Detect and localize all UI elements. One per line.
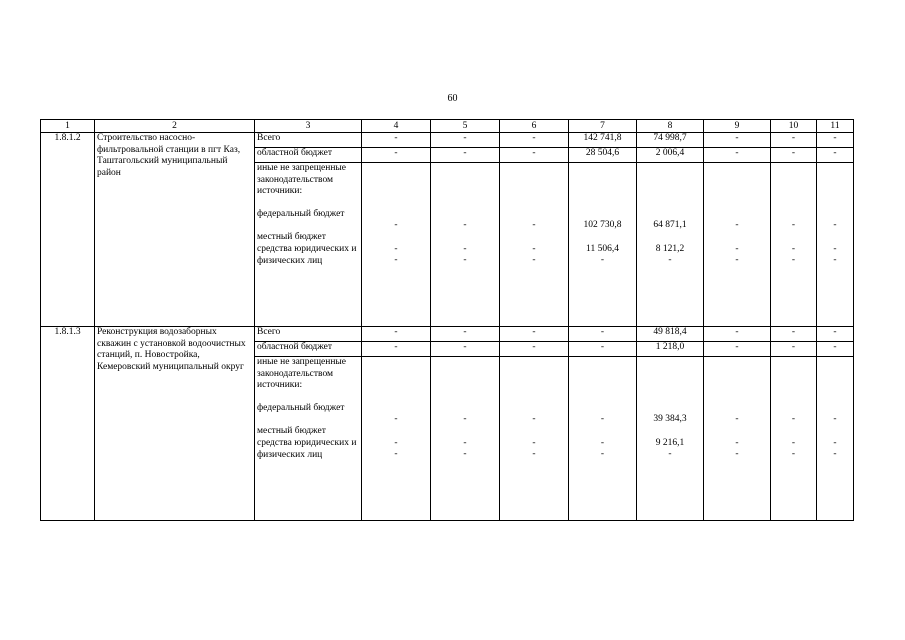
local-value: - [463, 243, 467, 254]
source-label: областной бюджет [255, 148, 362, 163]
value-cell: - [362, 327, 431, 342]
legal-value: - [463, 449, 467, 459]
value-cell-group [817, 163, 854, 327]
value-cell-group [362, 357, 431, 521]
value-cell: - [771, 133, 817, 148]
value-cell-group [637, 357, 704, 521]
value-cell-group [817, 357, 854, 521]
item-name: Строительство насосно-фильтровальной станции в пгт Каз, Таштагольский муниципальный район [95, 133, 255, 327]
column-header: 9 [704, 120, 771, 133]
local-label: местный бюджет [257, 426, 326, 436]
legal-value: - [668, 255, 672, 265]
source-label: областной бюджет [255, 342, 362, 357]
value-cell: 142 741,8 [569, 133, 637, 148]
value-cell: - [569, 327, 637, 342]
legal-value: - [791, 255, 796, 265]
local-value: - [791, 437, 796, 448]
value-cell: - [431, 148, 500, 163]
other-sources-cell [255, 163, 362, 327]
other-sources-label: иные не запрещенные законодательством источники: [257, 163, 347, 196]
local-value: - [463, 437, 467, 448]
value-cell: 74 998,7 [637, 133, 704, 148]
local-value: - [833, 243, 837, 254]
value-cell: 28 504,6 [569, 148, 637, 163]
value-cell: - [500, 133, 569, 148]
value-cell: - [362, 148, 431, 163]
value-cell-group [569, 163, 637, 327]
local-value: - [735, 437, 739, 448]
column-header: 2 [95, 120, 255, 133]
local-value: 9 216,1 [655, 437, 685, 448]
legal-label: средства юридических и физических лиц [257, 244, 357, 266]
local-value: - [394, 437, 398, 448]
column-header: 7 [569, 120, 637, 133]
value-cell: - [704, 342, 771, 357]
local-value: - [532, 243, 536, 254]
value-cell: - [431, 327, 500, 342]
federal-value: - [833, 414, 837, 424]
value-cell: - [771, 342, 817, 357]
column-header: 5 [431, 120, 500, 133]
legal-value: - [463, 255, 467, 265]
page-number: 60 [447, 93, 458, 104]
value-cell: - [704, 327, 771, 342]
federal-label: федеральный бюджет [257, 403, 345, 413]
federal-value: - [394, 220, 398, 230]
value-cell: - [704, 148, 771, 163]
local-value: - [735, 243, 739, 254]
table-header-row [41, 120, 854, 133]
source-label: Всего [255, 327, 362, 342]
local-value: 8 121,2 [655, 243, 685, 254]
column-header: 10 [771, 120, 817, 133]
federal-value: 39 384,3 [653, 414, 687, 424]
legal-value: - [600, 255, 605, 265]
federal-value: - [600, 414, 605, 424]
value-cell: - [500, 342, 569, 357]
value-cell-group [771, 357, 817, 521]
value-cell: - [817, 148, 854, 163]
value-cell: - [771, 327, 817, 342]
legal-value: - [735, 449, 739, 459]
value-cell: - [431, 133, 500, 148]
legal-value: - [668, 449, 672, 459]
item-name: Реконструкция водозаборных скважин с установкой водоочистных станций, п. Новостройка, Кемеровский муниципальный округ [95, 327, 255, 521]
other-sources-label: иные не запрещенные законодательством источники: [257, 357, 347, 390]
legal-value: - [532, 449, 536, 459]
value-cell: - [500, 327, 569, 342]
federal-value: - [463, 414, 467, 424]
value-cell-group [771, 163, 817, 327]
legal-value: - [394, 449, 398, 459]
federal-value: - [791, 414, 796, 424]
federal-value: - [463, 220, 467, 230]
federal-value: 64 871,1 [653, 220, 687, 230]
value-cell: - [431, 342, 500, 357]
federal-label: федеральный бюджет [257, 209, 345, 219]
value-cell: - [817, 327, 854, 342]
item-code: 1.8.1.2 [41, 133, 95, 327]
value-cell: - [771, 148, 817, 163]
federal-value: - [735, 220, 739, 230]
legal-value: - [532, 255, 536, 265]
column-header: 8 [637, 120, 704, 133]
legal-value: - [791, 449, 796, 459]
value-cell: - [817, 133, 854, 148]
value-cell-group [569, 357, 637, 521]
federal-value: - [532, 220, 536, 230]
value-cell: - [569, 342, 637, 357]
table-row [41, 327, 854, 342]
value-cell-group [500, 163, 569, 327]
column-header: 4 [362, 120, 431, 133]
legal-value: - [833, 255, 837, 265]
local-label: местный бюджет [257, 232, 326, 242]
value-cell-group [431, 163, 500, 327]
legal-value: - [735, 255, 739, 265]
value-cell: - [817, 342, 854, 357]
column-header: 1 [41, 120, 95, 133]
federal-value: - [833, 220, 837, 230]
value-cell-group [704, 357, 771, 521]
value-cell-group [362, 163, 431, 327]
local-value: - [833, 437, 837, 448]
legal-value: - [394, 255, 398, 265]
value-cell: 1 218,0 [637, 342, 704, 357]
item-code: 1.8.1.3 [41, 327, 95, 521]
table-row [41, 133, 854, 148]
column-header: 11 [817, 120, 854, 133]
other-sources-cell [255, 357, 362, 521]
local-value: - [532, 437, 536, 448]
column-header: 3 [255, 120, 362, 133]
value-cell: - [704, 133, 771, 148]
value-cell-group [431, 357, 500, 521]
federal-value: - [532, 414, 536, 424]
federal-value: - [791, 220, 796, 230]
legal-value: - [833, 449, 837, 459]
local-value: - [791, 243, 796, 254]
federal-value: - [394, 414, 398, 424]
source-label: Всего [255, 133, 362, 148]
federal-value: - [735, 414, 739, 424]
local-value: 11 506,4 [586, 243, 619, 254]
local-value: - [394, 243, 398, 254]
value-cell-group [704, 163, 771, 327]
legal-label: средства юридических и физических лиц [257, 438, 357, 460]
federal-value: 102 730,8 [583, 220, 622, 230]
budget-table [40, 119, 854, 521]
value-cell-group [637, 163, 704, 327]
value-cell: 49 818,4 [637, 327, 704, 342]
legal-value: - [600, 449, 605, 459]
value-cell: 2 006,4 [637, 148, 704, 163]
local-value: - [600, 437, 605, 448]
value-cell: - [362, 133, 431, 148]
value-cell: - [362, 342, 431, 357]
column-header: 6 [500, 120, 569, 133]
value-cell-group [500, 357, 569, 521]
value-cell: - [500, 148, 569, 163]
